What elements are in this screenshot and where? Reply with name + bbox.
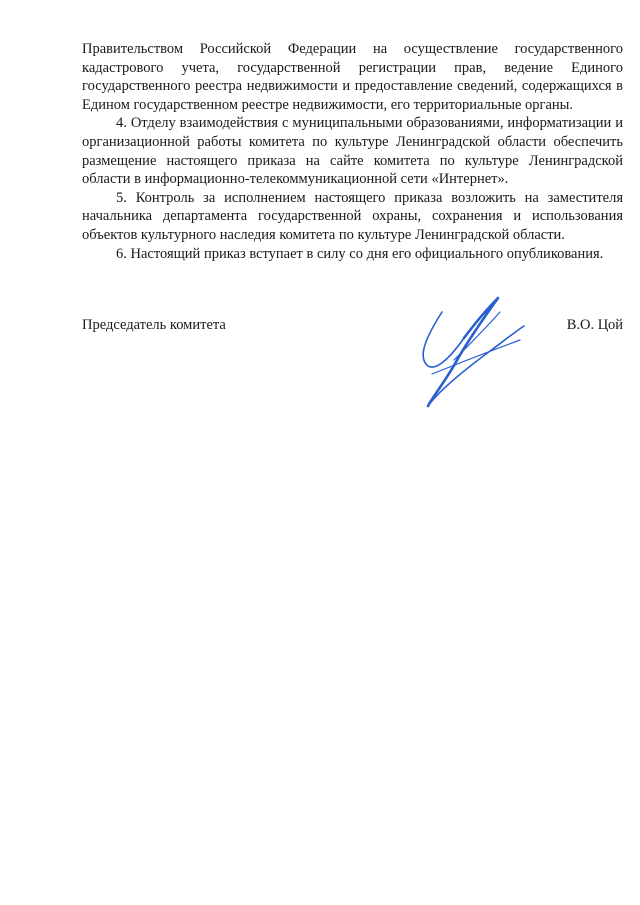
paragraph-5: 5. Контроль за исполнением настоящего приказа возложить на заместителя начальника департамента государственной охраны, сохранения и использования объектов культурного наследия комитета по культуре Ленинградской области. bbox=[82, 189, 623, 243]
signatory-title: Председатель комитета bbox=[82, 317, 226, 333]
paragraph-4: 4. Отделу взаимодействия с муниципальными образованиями, информатизации и организационной работы комитета по культуре Ленинградской области обеспечить размещение настоящего приказа на сайте комитета по культуре Ленинградской области в информационно-телекоммуникационной сети «Интернет». bbox=[82, 115, 623, 188]
signatory-name: В.О. Цой bbox=[566, 317, 623, 333]
handwritten-signature bbox=[402, 288, 542, 418]
document-body bbox=[82, 40, 623, 263]
paragraph-3-continuation: Правительством Российской Федерации на осуществление государственного кадастрового учета, государственной регистрации прав, ведение Единого государственного реестра недвижимости и предоставление сведений, содержащихся в Едином государственном реестре недвижимости, его территориальные органы. bbox=[82, 41, 623, 113]
signature-block bbox=[82, 316, 623, 336]
paragraph-6: 6. Настоящий приказ вступает в силу со дня его официального опубликования. bbox=[116, 245, 604, 262]
